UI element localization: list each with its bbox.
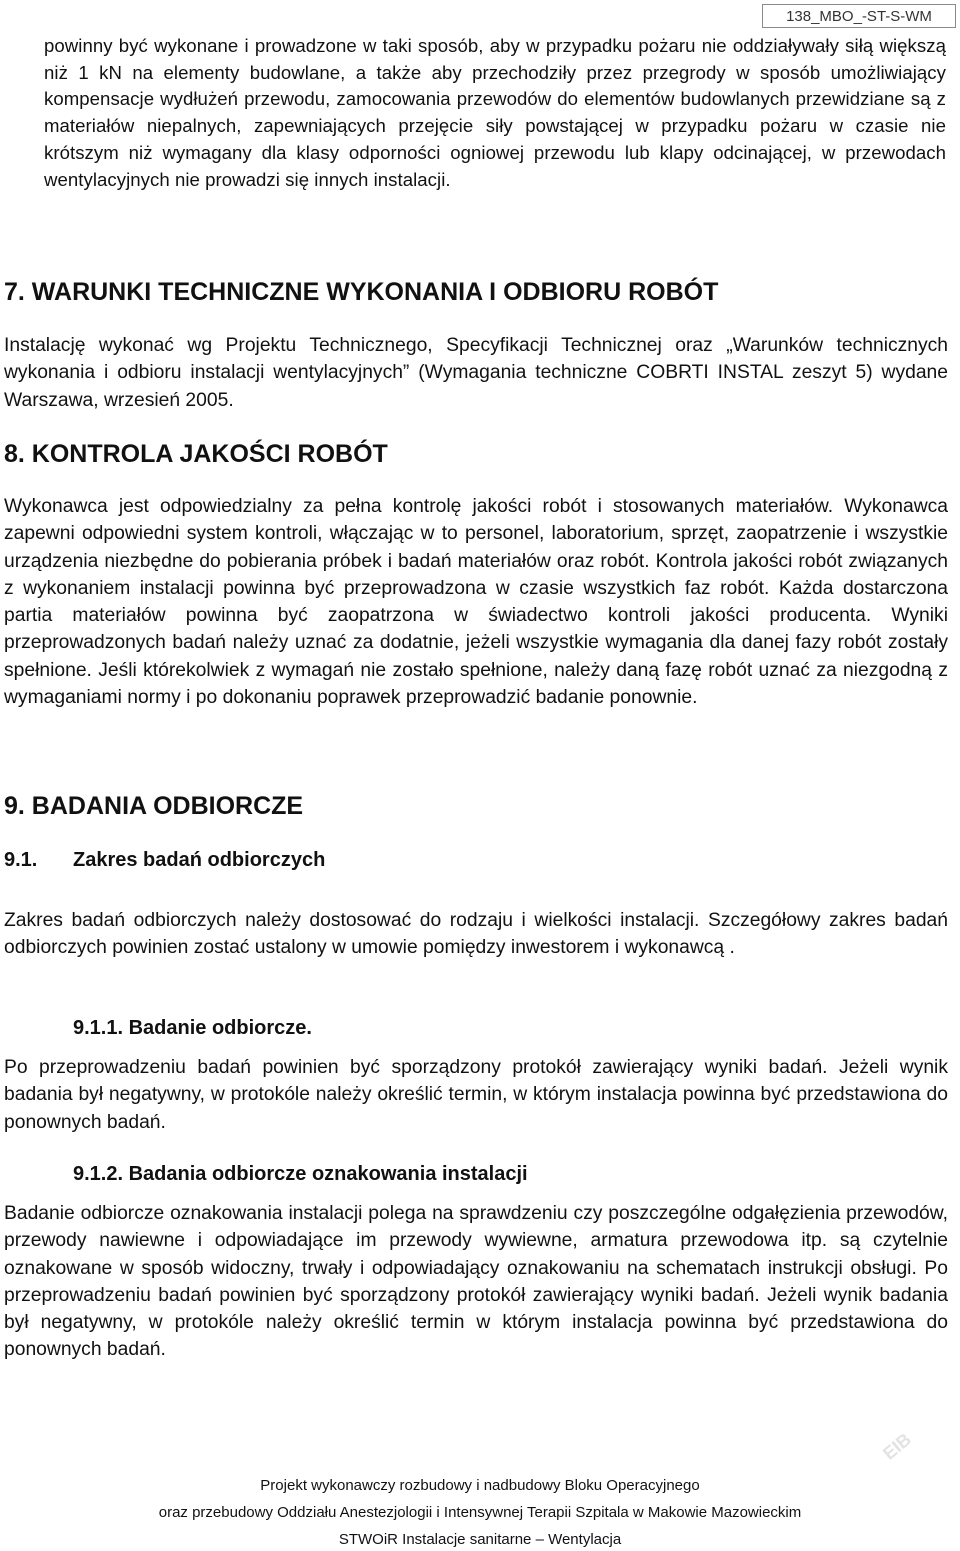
subsection-9-1-2-text: Badanie odbiorcze oznakowania instalacji polega na sprawdzeniu czy poszczególne odgałęzienia przewodów, przewody nawiewne i odpowiadające im przewody wywiewne, armatura przewodowa itp. są czytelnie oznakowane w sposób widoczny, trwały i odpowiadający oznakowaniu na schematach instrukcji obsługi. Po przeprowadzeniu badań powinien być sporządzony protokół zawierający wyniki badań. Jeżeli wynik badania był negatywny, w protokóle należy określić termin w którym instalacja powinna być przedstawiona do ponownych badań. — [4, 1203, 948, 1361]
intro-paragraph: powinny być wykonane i prowadzone w taki sposób, aby w przypadku pożaru nie oddziaływały siłą większą niż 1 kN na elementy budowlane, a także aby przechodziły przez przegrody w sposób umożliwiający kompensacje wydłużeń przewodu, zamocowania przewodów do elementów budowlanych przewidziane są z materiałów niepalnych, zapewniających przejęcie siły powstającej w przypadku pożaru w czasie nie krótszym niż wymagany dla klasy odporności ogniowej przewodu lub klapy odcinającej, w przewodach wentylacyjnych nie prowadzi się innych instalacji. — [44, 35, 946, 190]
footer-line-1: Projekt wykonawczy rozbudowy i nadbudowy Bloku Operacyjnego — [260, 1477, 700, 1494]
section-8-heading: 8. KONTROLA JAKOŚCI ROBÓT — [4, 440, 388, 468]
subsection-9-1-title: Zakres badań odbiorczych — [73, 849, 326, 871]
section-8-text: Wykonawca jest odpowiedzialny za pełna kontrolę jakości robót i stosowanych materiałów. Wykonawca zapewni odpowiedni system kontroli, włączając w to personel, laboratorium, sprzęt, zaopatrzenie i wszystkie urządzenia niezbędne do pobierania próbek i badań materiałów oraz robót. Kontrola jakości robót związanych z wykonaniem instalacji powinna być przeprowadzona w czasie wszystkich faz robót. Każda dostarczona partia materiałów powinna być zaopatrzona w świadectwo kontroli jakości producenta. Wyniki przeprowadzonych badań należy uznać za dodatnie, jeżeli wszystkie wymagania dla danej fazy robót zostały spełnione. Jeśli którekolwiek z wymagań nie zostało spełnione, należy daną fazę robót uznać za niezgodną z wymaganiami normy i po dokonaniu poprawek przeprowadzić badanie ponownie. — [4, 496, 948, 709]
eib-watermark: EIB — [879, 1429, 915, 1464]
section-7-text: Instalację wykonać wg Projektu Technicznego, Specyfikacji Technicznej oraz „Warunków technicznych wykonania i odbioru instalacji wentylacyjnych” (Wymagania techniczne COBRTI INSTAL zeszyt 5) wydane Warszawa, wrzesień 2005. — [4, 335, 948, 411]
subsection-9-1-number: 9.1. — [4, 849, 38, 871]
subsection-9-1-2-heading: 9.1.2. Badania odbiorcze oznakowania instalacji — [73, 1163, 528, 1185]
subsection-9-1-text: Zakres badań odbiorczych należy dostosować do rodzaju i wielkości instalacji. Szczegółowy zakres badań odbiorczych powinien zostać ustalony w umowie pomiędzy inwestorem i wykonawcą . — [4, 910, 948, 959]
document-code-label: 138_MBO_-ST-S-WM — [762, 4, 956, 28]
footer-line-2: oraz przebudowy Oddziału Anestezjologii i Intensywnej Terapii Szpitala w Makowie Mazowieckim — [158, 1504, 802, 1521]
section-9-heading: 9. BADANIA ODBIORCZE — [4, 792, 304, 820]
footer-line-3: STWOiR Instalacje sanitarne – Wentylacja — [338, 1531, 622, 1548]
subsection-9-1-1-heading: 9.1.1. Badanie odbiorcze. — [73, 1017, 312, 1039]
section-7-heading: 7. WARUNKI TECHNICZNE WYKONANIA I ODBIORU ROBÓT — [4, 278, 719, 306]
subsection-9-1-1-text: Po przeprowadzeniu badań powinien być sporządzony protokół zawierający wyniki badań. Jeżeli wynik badania był negatywny, w protokóle należy określić termin, w którym instalacja powinna być przedstawiona do ponownych badań. — [4, 1057, 948, 1133]
